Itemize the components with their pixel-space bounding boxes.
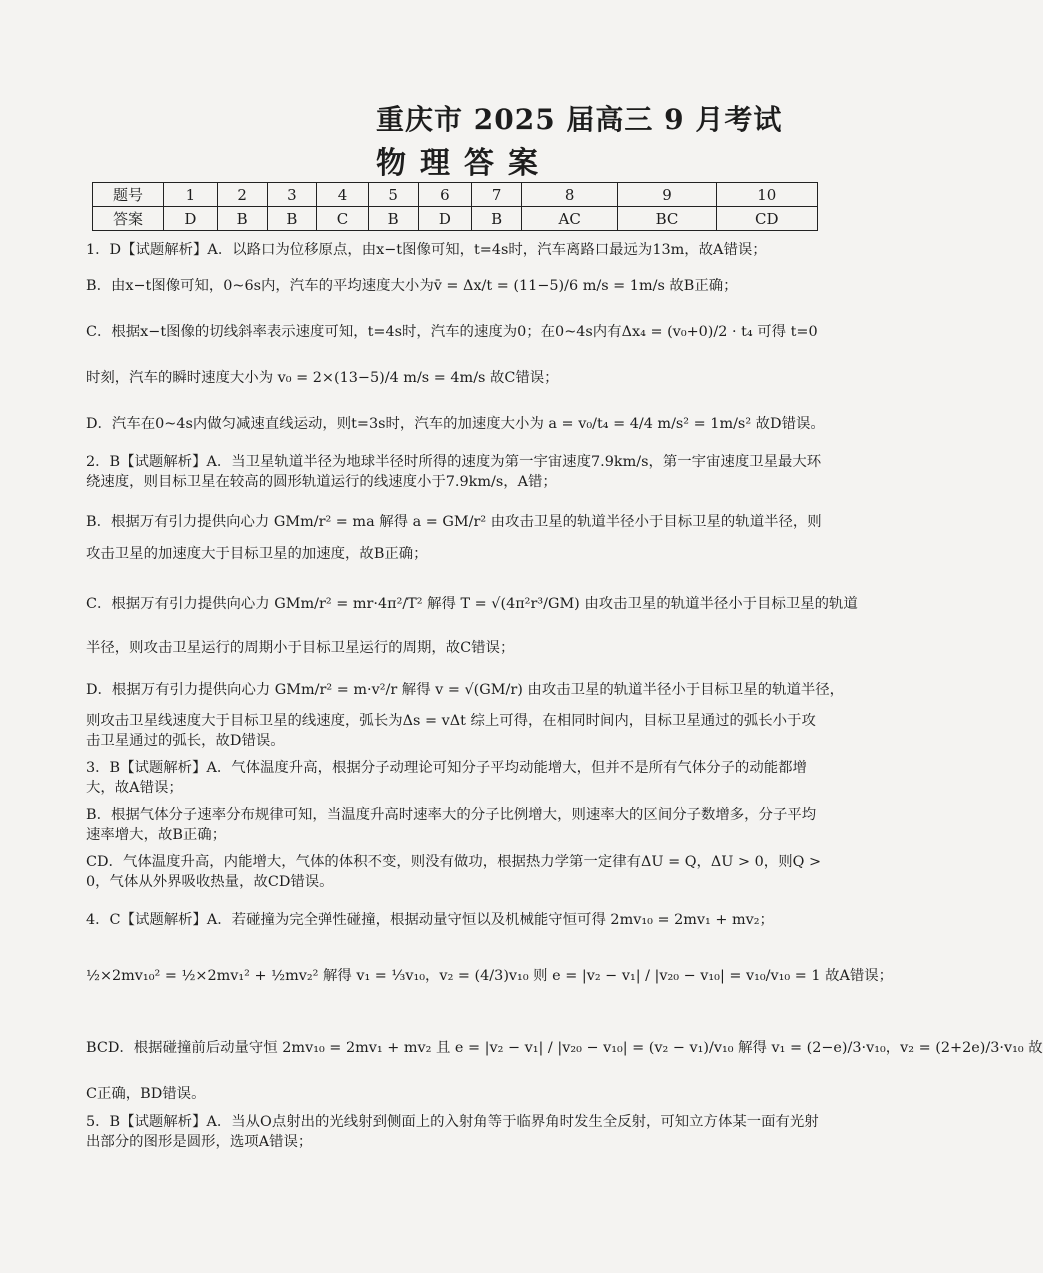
table-cell: 10 [716, 183, 817, 207]
solution-line: 半径，则攻击卫星运行的周期小于目标卫星运行的周期，故C错误； [86, 640, 515, 656]
row-label: 题号 [93, 183, 164, 207]
table-cell: BC [618, 207, 716, 231]
solution-line: D．根据万有引力提供向心力 GMm/r² = m·v²/r 解得 v = √(GM/r) 由攻击卫星的轨道半径小于目标卫星的轨道半径， [86, 682, 845, 698]
solution-line: CD．气体温度升高，内能增大，气体的体积不变，则没有做功，根据热力学第一定律有ΔU = Q，ΔU > 0，则Q > 0，气体从外界吸收热量，故CD错误。 [86, 854, 822, 890]
table-cell: B [472, 207, 522, 231]
solution-line: C．根据x−t图像的切线斜率表示速度可知，t=4s时，汽车的速度为0；在0~4s内有Δx₄ = (v₀+0)/2 · t₄ 可得 t=0 [86, 324, 818, 340]
solution-line: 时刻，汽车的瞬时速度大小为 v₀ = 2×(13−5)/4 m/s = 4m/s 故C错误； [86, 370, 559, 386]
table-cell: B [217, 207, 267, 231]
table-cell: D [164, 207, 218, 231]
table-cell: C [317, 207, 369, 231]
table-row [93, 183, 818, 207]
answer-table [92, 182, 818, 231]
solution-line: D．汽车在0~4s内做匀减速直线运动，则t=3s时，汽车的加速度大小为 a = v₀/t₄ = 4/4 m/s² = 1m/s² 故D错误。 [86, 416, 825, 432]
solution-line: B．根据万有引力提供向心力 GMm/r² = ma 解得 a = GM/r² 由攻击卫星的轨道半径小于目标卫星的轨道半径，则 [86, 514, 822, 530]
solution-line: C正确，BD错误。 [86, 1086, 206, 1102]
table-cell: 6 [418, 183, 472, 207]
table-cell: B [368, 207, 418, 231]
table-cell: 8 [522, 183, 618, 207]
solution-line: BCD．根据碰撞前后动量守恒 2mv₁₀ = 2mv₁ + mv₂ 且 e = |v₂ − v₁| / |v₂₀ − v₁₀| = (v₂ − v₁)/v₁₀ 解得 v₁ = (2−e)/3·v₁₀，v₂ = (2+2e)/3·v₁₀ 故 [86, 1040, 1043, 1056]
table-cell: AC [522, 207, 618, 231]
table-cell: B [267, 207, 317, 231]
page-subtitle: 物理答案 [376, 146, 552, 181]
table-cell: 1 [164, 183, 218, 207]
table-cell: CD [716, 207, 817, 231]
table-cell: 3 [267, 183, 317, 207]
solution-line: B．由x−t图像可知，0~6s内，汽车的平均速度大小为v̄ = Δx/t = (11−5)/6 m/s = 1m/s 故B正确； [86, 278, 738, 294]
solution-line: C．根据万有引力提供向心力 GMm/r² = mr·4π²/T² 解得 T = √(4π²r³/GM) 由攻击卫星的轨道半径小于目标卫星的轨道 [86, 596, 858, 612]
solution-line: 5．B【试题解析】A．当从O点射出的光线射到侧面上的入射角等于临界角时发生全反射，可知立方体某一面有光射出部分的图形是圆形，选项A错误； [86, 1114, 819, 1150]
solution-line: 1．D【试题解析】A．以路口为位移原点，由x−t图像可知，t=4s时，汽车离路口最远为13m，故A错误； [86, 242, 767, 258]
row-label: 答案 [93, 207, 164, 231]
table-cell: 9 [618, 183, 716, 207]
table-cell: D [418, 207, 472, 231]
solution-line: B．根据气体分子速率分布规律可知，当温度升高时速率大的分子比例增大，则速率大的区间分子数增多，分子平均速率增大，故B正确； [86, 807, 817, 843]
solution-line: ½×2mv₁₀² = ½×2mv₁² + ½mv₂² 解得 v₁ = ⅓v₁₀，v₂ = (4/3)v₁₀ 则 e = |v₂ − v₁| / |v₂₀ − v₁₀| = v₁₀/v₁₀ = 1 故A错误； [86, 968, 894, 984]
table-row [93, 207, 818, 231]
solution-line: 3．B【试题解析】A．气体温度升高，根据分子动理论可知分子平均动能增大，但并不是所有气体分子的动能都增大，故A错误； [86, 760, 807, 796]
page-title: 重庆市 2025 届高三 9 月考试 [376, 103, 783, 136]
table-cell: 4 [317, 183, 369, 207]
table-cell: 7 [472, 183, 522, 207]
table-cell: 2 [217, 183, 267, 207]
solution-line: 4．C【试题解析】A．若碰撞为完全弹性碰撞，根据动量守恒以及机械能守恒可得 2mv₁₀ = 2mv₁ + mv₂； [86, 912, 774, 928]
solution-line: 则攻击卫星线速度大于目标卫星的线速度，弧长为Δs = vΔt 综上可得，在相同时间内，目标卫星通过的弧长小于攻击卫星通过的弧长，故D错误。 [86, 713, 816, 749]
solution-line: 攻击卫星的加速度大于目标卫星的加速度，故B正确； [86, 546, 428, 562]
table-cell: 5 [368, 183, 418, 207]
solution-line: 2．B【试题解析】A．当卫星轨道半径为地球半径时所得的速度为第一宇宙速度7.9km/s，第一宇宙速度卫星最大环绕速度，则目标卫星在较高的圆形轨道运行的线速度小于7.9km/s，A错； [86, 454, 822, 490]
